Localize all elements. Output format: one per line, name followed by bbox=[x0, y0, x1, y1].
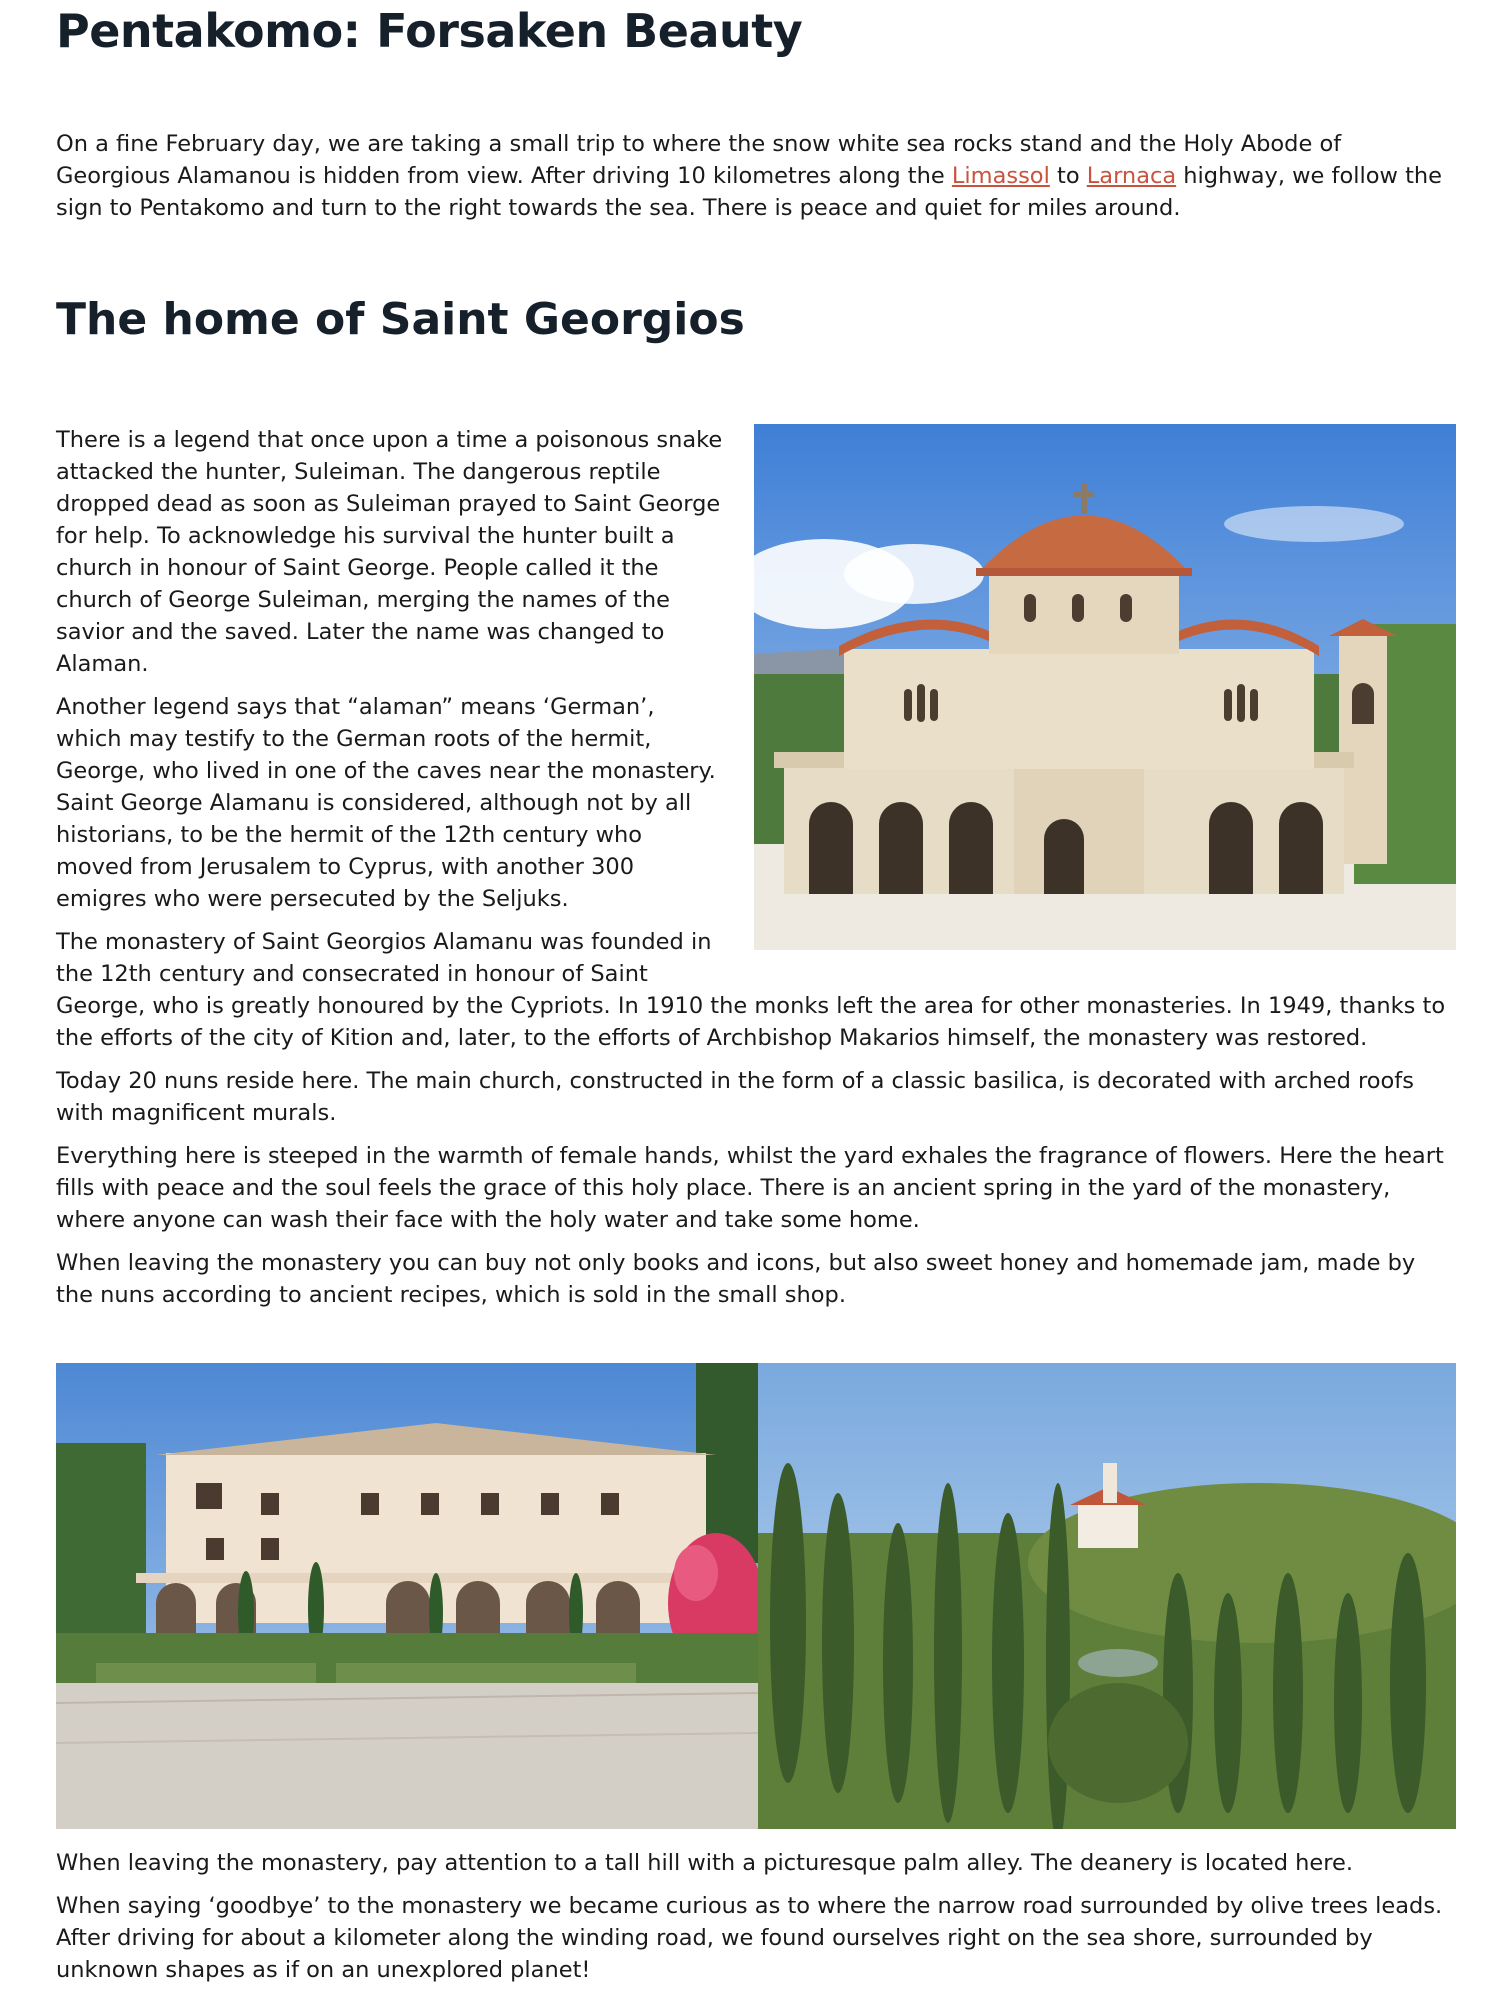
paragraph-nuns: Today 20 nuns reside here. The main church, constructed in the form of a classic basilica, is decorated with arched roofs with magnificent murals. bbox=[56, 1068, 1414, 1126]
paragraph-legend-snake: There is a legend that once upon a time a poisonous snake attacked the hunter, Suleiman. The dangerous reptile dropped dead as soon as Suleiman prayed to Saint George for help. To acknowledge his survival the hunter built a church in honour of Saint George. People called it the church of George Suleiman, merging the names of the savior and the saved. Later the name was changed to Alaman. bbox=[56, 427, 723, 677]
paragraph-shop: When leaving the monastery you can buy not only books and icons, but also sweet honey and homemade jam, made by the nuns according to ancient recipes, which is sold in the small shop. bbox=[56, 1250, 1416, 1308]
paragraph-legend-alaman: Another legend says that “alaman” means ‘German’, which may testify to the German roots of the hermit, George, who lived in one of the caves near the monastery. Saint George Alamanu is considered, although not by all historians, to be the hermit of the 12th century who moved from Jerusalem to Cyprus, with another 300 emigres who were persecuted by the Seljuks. bbox=[56, 694, 716, 912]
intro-text-to: to bbox=[1049, 163, 1087, 189]
outro-section bbox=[56, 1847, 1456, 1997]
church-photo bbox=[754, 424, 1456, 950]
monastery-building-photo bbox=[56, 1363, 758, 1829]
article-body bbox=[56, 424, 1456, 1322]
intro-text-end: highway, we follow the sign to Pentakomo and turn to the right towards the sea. There is peace and quiet for miles around. bbox=[56, 163, 1442, 221]
paragraph-palm-alley: When leaving the monastery, pay attention to a tall hill with a picturesque palm alley. The deanery is located here. bbox=[56, 1850, 1354, 1876]
monastery-building-illustration bbox=[56, 1363, 758, 1829]
church-illustration bbox=[754, 424, 1456, 950]
page-title: Pentakomo: Forsaken Beauty bbox=[56, 4, 803, 58]
paragraph-goodbye: When saying ‘goodbye’ to the monastery we became curious as to where the narrow road surrounded by olive trees leads. After driving for about a kilometer along the winding road, we found ourselves right on the sea shore, surrounded by unknown shapes as if on an unexplored planet! bbox=[56, 1893, 1443, 1983]
cypress-garden-photo bbox=[758, 1363, 1456, 1829]
section-title: The home of Saint Georgios bbox=[56, 294, 745, 345]
intro-text-start: On a fine February day, we are taking a small trip to where the snow white sea rocks stand and the Holy Abode of Georgious Alamanou is hidden from view. After driving 10 kilometres along the bbox=[56, 131, 1342, 189]
paragraph-yard: Everything here is steeped in the warmth of female hands, whilst the yard exhales the fragrance of flowers. Here the heart fills with peace and the soul feels the grace of this holy place. There is an ancient spring in the yard of the monastery, where anyone can wash their face with the holy water and take some home. bbox=[56, 1143, 1444, 1233]
cypress-garden-illustration bbox=[758, 1363, 1456, 1829]
photo-gallery bbox=[56, 1363, 1456, 1829]
larnaca-link[interactable]: Larnaca bbox=[1086, 163, 1177, 189]
paragraph-monastery-history: The monastery of Saint Georgios Alamanu was founded in the 12th century and consecrated in honour of Saint George, who is greatly honoured by the Cypriots. In 1910 the monks left the area for other monasteries. In 1949, thanks to the efforts of the city of Kition and, later, to the efforts of Archbishop Makarios himself, the monastery was restored. bbox=[56, 929, 1446, 1051]
limassol-link[interactable]: Limassol bbox=[951, 163, 1050, 189]
intro-paragraph bbox=[56, 128, 1456, 224]
